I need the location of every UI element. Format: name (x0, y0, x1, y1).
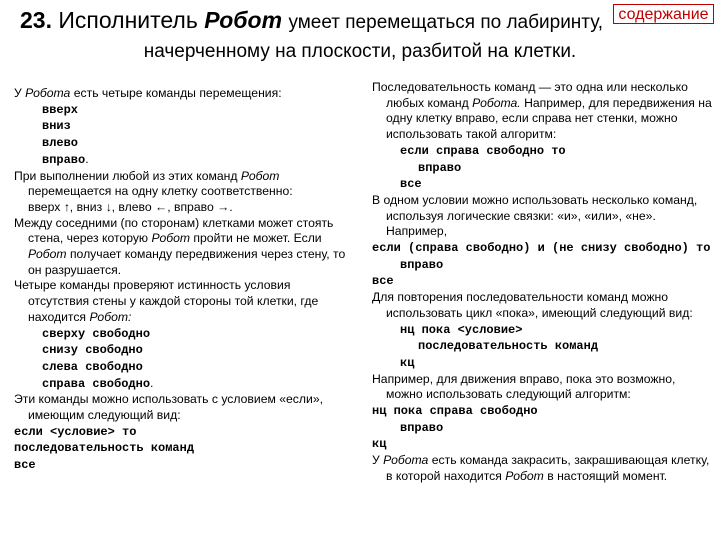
right-para-3: Для повторения последовательности команд можно использовать цикл «пока», имеющий следующий вид: (372, 290, 693, 320)
left-intro: У Робота есть четыре команды перемещения: (14, 86, 282, 100)
alg1-if: если справа свободно то (400, 143, 566, 158)
cond-top: сверху свободно (42, 326, 151, 341)
left-para-2: При выполнении любой из этих команд Робот перемещается на одну клетку соответственно: вверх ↑, вниз ↓, влево ←, вправо →. (14, 168, 293, 214)
right-column (372, 80, 712, 485)
cmd-left: влево (42, 136, 79, 151)
code-seq: последовательность команд (14, 441, 195, 456)
code-if: если <условие> то (14, 424, 137, 439)
alg1-right: вправо (418, 160, 462, 175)
slide-title (20, 6, 710, 37)
cmd-down: вниз (42, 119, 71, 134)
title-number: 23. (20, 7, 52, 33)
right-para-2: В одном условии можно использовать несколько команд, используя логические связки: «и», «или», «не». Например, (372, 192, 698, 239)
loop-body: последовательность команд (418, 339, 599, 354)
cmd-up: вверх (42, 102, 79, 117)
loop-head: нц пока <условие> (400, 322, 523, 337)
alg3-end: кц (372, 437, 387, 452)
code-end: все (14, 458, 36, 473)
direction-arrows: вверх ↑, вниз ↓, влево ←, вправо →. (28, 199, 233, 214)
left-column: У Робота есть четыре команды перемещения: вверх вниз влево вправо. При выполнении любой из этих команд Робот перемещается на одну клетку соответственно: вверх ↑, вниз ↓, влево ←, вправо →. Между соседними (по сторонам) клетками может стоять стена, через которую Робот пройти не может. Если Робот получает команду передвижения через стену, то он разрушается. Четыре команды проверяют истинность условия отсутствия стены у каждой стороны той клетки, где находится Робот: сверху свободно снизу свободно слева свободно справа свободно. Эти команды можно использовать с условием «если», имеющим следующий вид: если <условие> то последовательность команд все (14, 86, 354, 474)
alg3-right: вправо (400, 420, 444, 435)
alg1-end: все (400, 177, 422, 192)
loop-end: кц (400, 355, 415, 370)
alg2-if: если (справа свободно) и (не снизу свободно) то (372, 241, 711, 256)
right-para-5: У Робота есть команда закрасить, закрашивающая клетку, в которой находится Робот в настоящий момент. (372, 453, 710, 483)
title-rest: умеет перемещаться по лабиринту, (288, 12, 604, 33)
right-para-1: Последовательность команд — это одна или несколько любых команд Робота. Например, для передвижения на одну клетку вправо, если справа нет стенки, можно использовать такой алгоритм: (372, 80, 712, 142)
left-para-5: Эти команды можно использовать с условием «если», имеющим следующий вид: (14, 392, 323, 423)
title-word: Исполнитель (58, 7, 198, 33)
alg2-right: вправо (400, 257, 444, 272)
contents-link[interactable]: содержание (613, 4, 714, 24)
cond-bottom: снизу свободно (42, 343, 143, 358)
cond-right: справа свободно (42, 376, 151, 391)
title-robot: Робот (204, 7, 283, 33)
title-line-2: начерченному на плоскости, разбитой на клетки. (143, 41, 577, 62)
cond-left: слева свободно (42, 359, 143, 374)
alg3-head: нц пока справа свободно (372, 404, 538, 419)
alg2-end: все (372, 274, 394, 289)
left-para-3: Между соседними (по сторонам) клетками может стоять стена, через которую Робот пройти не может. Если Робот получает команду передвижения через стену, то он разрушается. (14, 215, 346, 277)
right-para-4: Например, для движения вправо, пока это возможно, можно использовать следующий алгоритм: (372, 371, 676, 402)
left-para-4: Четыре команды проверяют истинность условия отсутствия стены у каждой стороны той клетки, где находится Робот: (14, 278, 319, 324)
cmd-right: вправо (42, 152, 86, 167)
